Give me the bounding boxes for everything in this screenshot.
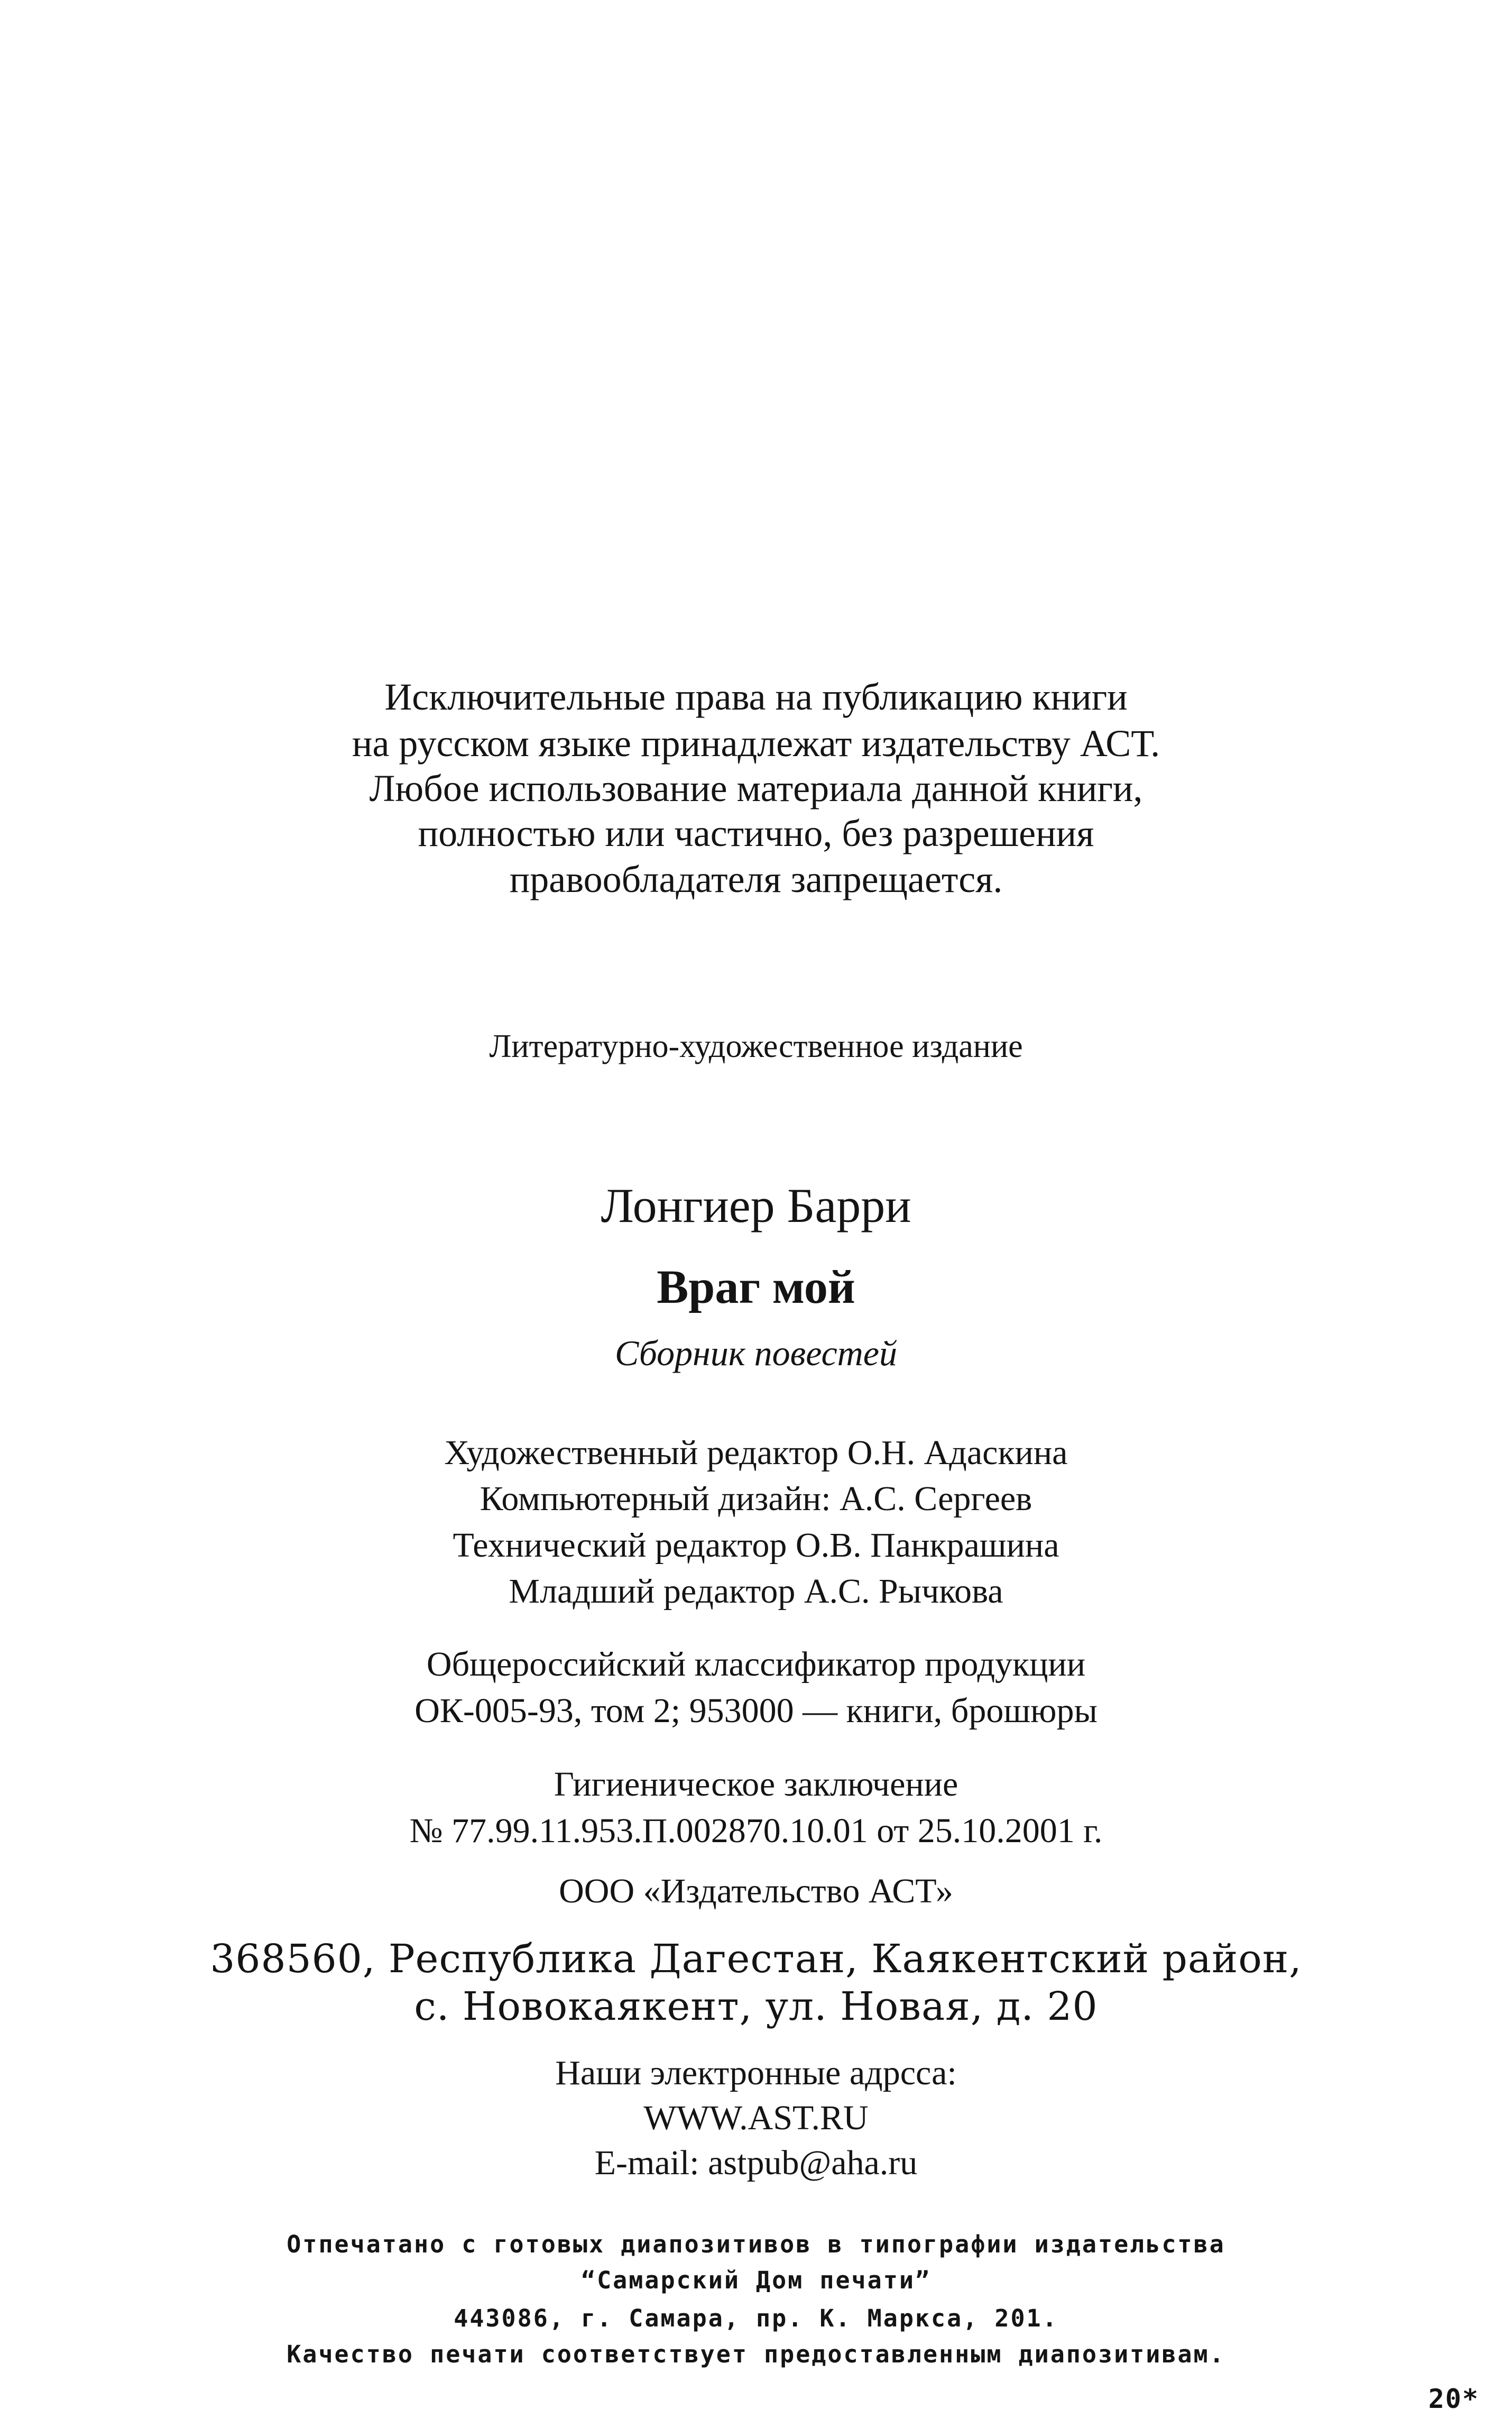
- printing-line: Отпечатано с готовых диапозитивов в типографии издательства: [287, 2230, 1225, 2258]
- classifier-line: ОК-005-93, том 2; 953000 — книги, брошюры: [414, 1691, 1098, 1730]
- rights-line: правообладателя запрещается.: [509, 858, 1003, 900]
- electronic-line: Наши электронные адрсса:: [555, 2054, 957, 2092]
- electronic-line: WWW.AST.RU: [643, 2099, 869, 2137]
- printing-line: 443086, г. Самара, пр. К. Маркса, 201.: [454, 2304, 1058, 2332]
- credit-line: Художественный редактор О.Н. Адаскина: [444, 1433, 1068, 1472]
- address-line: с. Новокаякент, ул. Новая, д. 20: [414, 1984, 1098, 2029]
- credit-line: Компьютерный дизайн: А.С. Сергеев: [480, 1479, 1032, 1518]
- classifier-line: Общероссийский классификатор продукции: [426, 1645, 1086, 1684]
- publisher-name: ООО «Издательство АСТ»: [559, 1872, 953, 1910]
- page-number: 20*: [1428, 2384, 1479, 2414]
- hygiene-line: Гигиеническое заключение: [554, 1765, 958, 1804]
- hygiene-line: № 77.99.11.953.П.002870.10.01 от 25.10.2001 г.: [409, 1811, 1103, 1850]
- credit-line: Технический редактор О.В. Панкрашина: [453, 1526, 1059, 1565]
- electronic-line: E-mail: astpub@aha.ru: [594, 2144, 918, 2182]
- genre-label: Литературно-художественное издание: [489, 1028, 1023, 1064]
- rights-line: Любое использование материала данной книги,: [369, 767, 1143, 810]
- printing-line: “Самарский Дом печати”: [580, 2266, 932, 2294]
- address-line: 368560, Республика Дагестан, Каякентский район,: [210, 1936, 1302, 1982]
- printing-line: Качество печати соответствует предоставленным диапозитивам.: [287, 2340, 1225, 2368]
- book-subtitle: Сборник повестей: [615, 1333, 897, 1373]
- rights-line: на русском языке принадлежат издательству АСТ.: [352, 722, 1160, 765]
- credit-line: Младший редактор А.С. Рычкова: [509, 1572, 1003, 1611]
- author-name: Лонгиер Барри: [601, 1179, 911, 1233]
- rights-line: Исключительные права на публикацию книги: [384, 676, 1128, 718]
- book-title: Враг мой: [657, 1261, 855, 1313]
- rights-line: полностью или частично, без разрешения: [418, 812, 1094, 854]
